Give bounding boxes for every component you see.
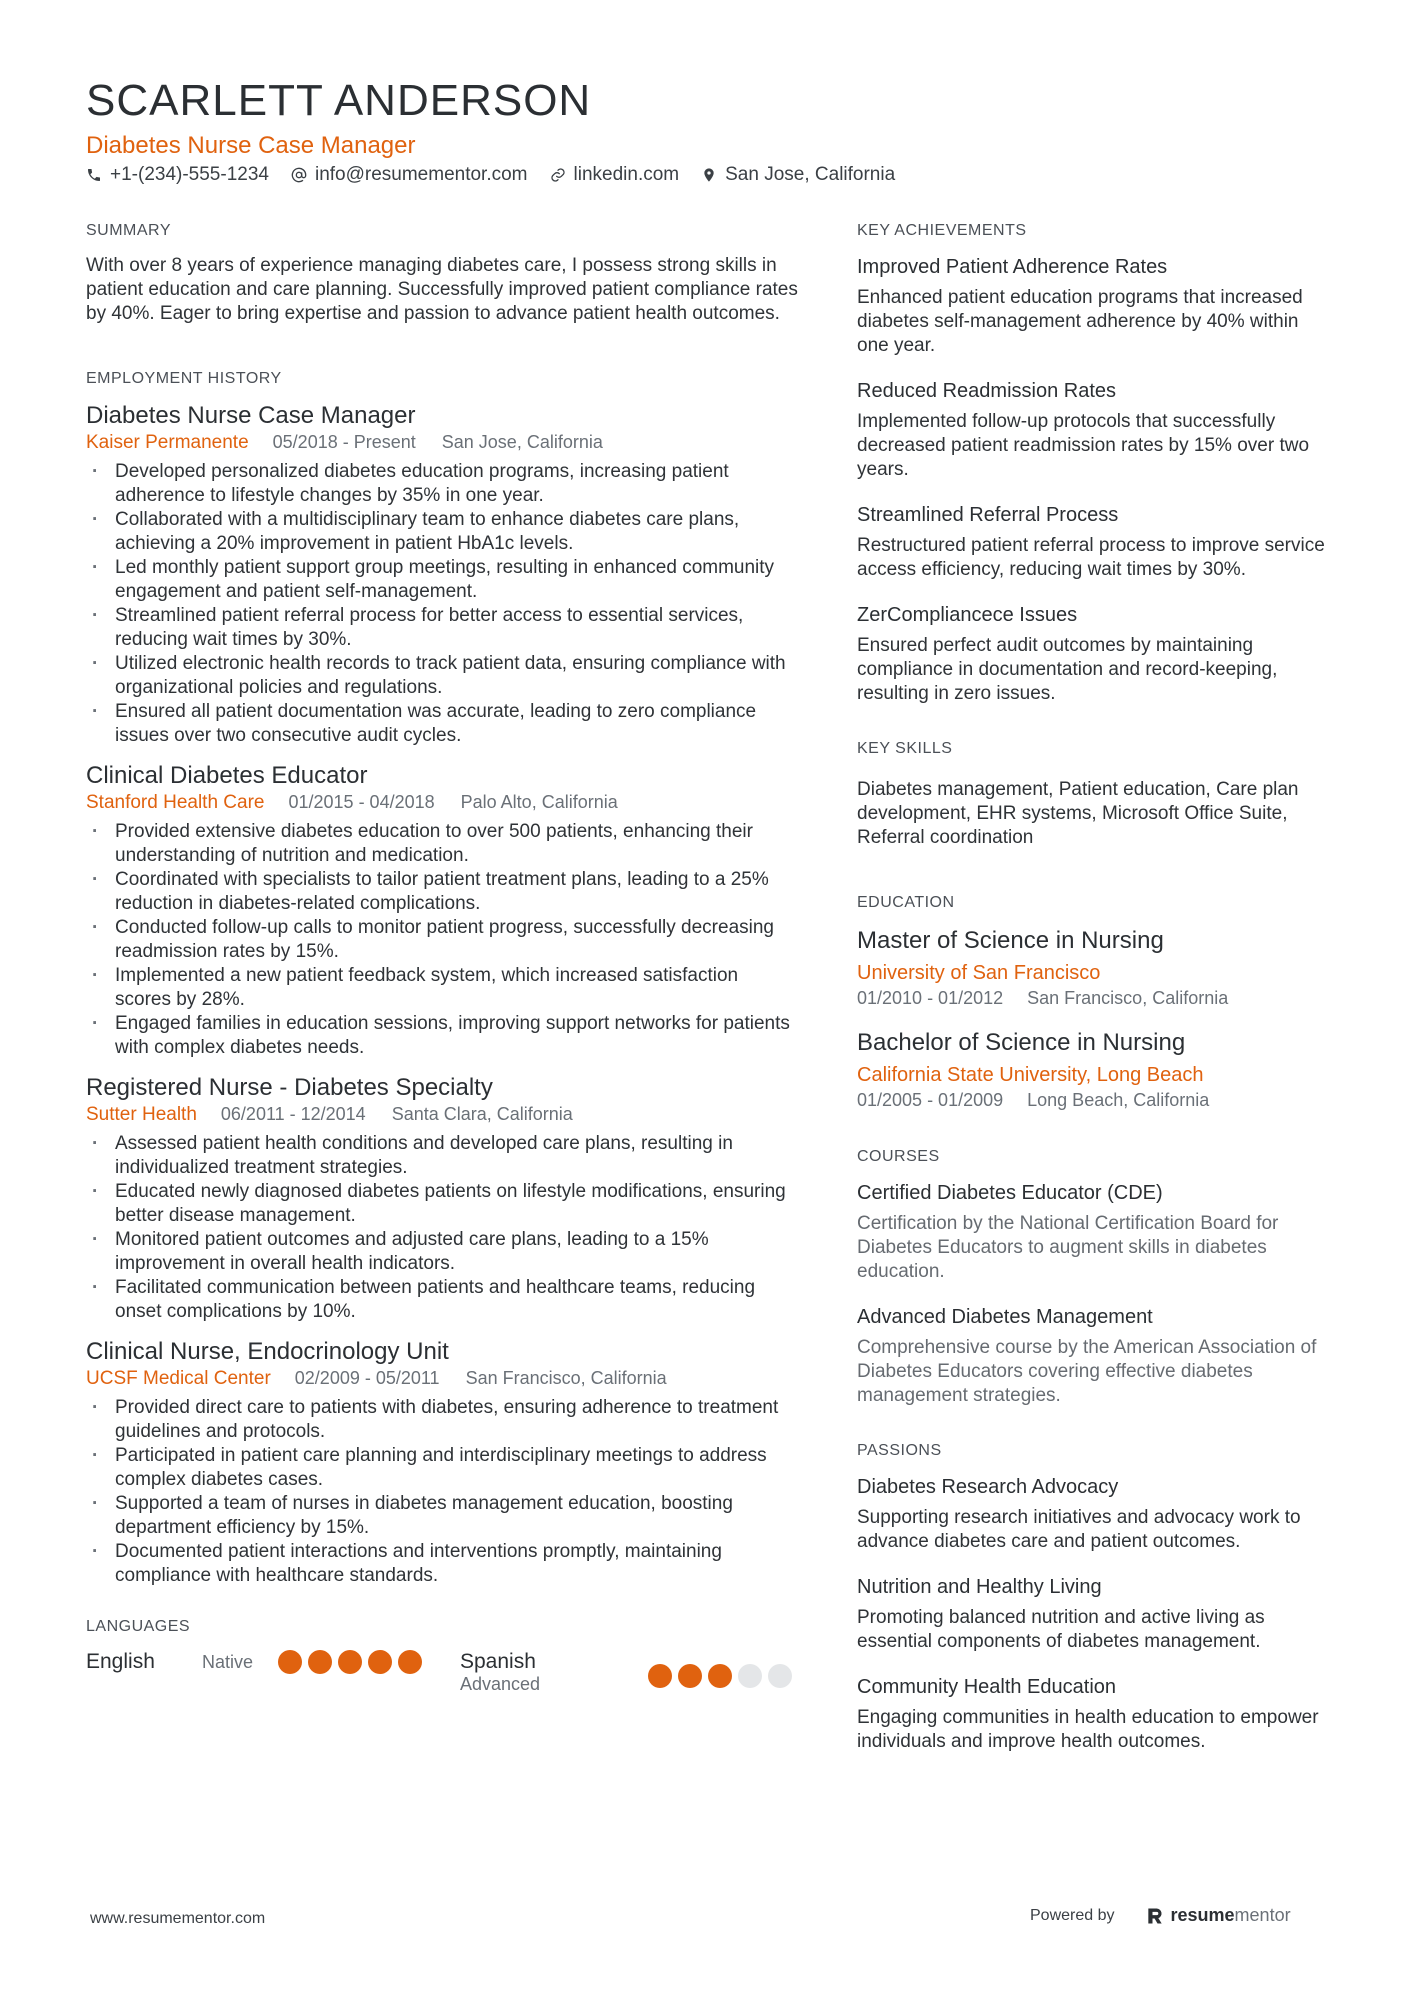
contact-bar bbox=[86, 164, 917, 186]
job-entry bbox=[86, 762, 798, 1060]
language-name: English bbox=[86, 1650, 155, 1673]
job-bullet: · Assessed patient health conditions and developed care plans, resulting in individualized treatment strategies. bbox=[86, 1132, 798, 1180]
brand-light-text: mentor bbox=[1234, 1905, 1291, 1925]
contact-location bbox=[701, 164, 895, 186]
education-list bbox=[857, 926, 1327, 1112]
education-school: University of San Francisco bbox=[857, 962, 1101, 984]
item-title: Streamlined Referral Process bbox=[857, 504, 1119, 526]
item-description: Implemented follow-up protocols that successfully decreased patient readmission rates by 15% over two years. bbox=[857, 411, 1310, 480]
rating-dot-empty bbox=[768, 1664, 792, 1688]
skills-section bbox=[857, 740, 1327, 850]
email-text[interactable]: info@resumementor.com bbox=[314, 164, 528, 185]
left-column bbox=[86, 222, 798, 1695]
job-bullet: · Conducted follow-up calls to monitor patient progress, successfully decreasing readmission rates by 15%. bbox=[86, 916, 798, 964]
item-title: Reduced Readmission Rates bbox=[857, 380, 1117, 402]
brand-strong-text: resume bbox=[1170, 1905, 1235, 1925]
job-title: Diabetes Nurse Case Manager bbox=[86, 402, 416, 429]
contact-email[interactable] bbox=[291, 164, 528, 186]
candidate-name: SCARLETT ANDERSON bbox=[86, 76, 592, 125]
job-meta bbox=[86, 432, 798, 454]
item-title: Advanced Diabetes Management bbox=[857, 1306, 1153, 1328]
item-description: Engaging communities in health education to empower individuals and improve health outcomes. bbox=[857, 1707, 1319, 1752]
contact-phone bbox=[86, 164, 269, 186]
job-title: Clinical Diabetes Educator bbox=[86, 762, 368, 789]
education-meta bbox=[857, 1088, 1327, 1112]
summary-text: With over 8 years of experience managing diabetes care, I possess strong skills in patient education and care planning. Successfully improved patient compliance rates by 40%. Eager to bring expertise and passion to advance patient health outcomes. bbox=[86, 255, 798, 324]
job-bullet: · Documented patient interactions and interventions promptly, maintaining compliance with healthcare standards. bbox=[86, 1540, 798, 1588]
job-dates: 05/2018 - Present bbox=[272, 432, 416, 452]
item-description: Promoting balanced nutrition and active living as essential components of diabetes management. bbox=[857, 1607, 1265, 1652]
item-title: Diabetes Research Advocacy bbox=[857, 1476, 1119, 1498]
employment-section bbox=[86, 370, 798, 1588]
job-bullet: · Coordinated with specialists to tailor patient treatment plans, leading to a 25% reduction in diabetes-related complications. bbox=[86, 868, 798, 916]
education-dates: 01/2005 - 01/2009 bbox=[857, 1090, 1004, 1110]
job-bullet: · Participated in patient care planning and interdisciplinary meetings to address complex diabetes cases. bbox=[86, 1444, 798, 1492]
job-entry bbox=[86, 1074, 798, 1324]
rating-dot-filled bbox=[338, 1650, 362, 1674]
education-degree: Master of Science in Nursing bbox=[857, 927, 1164, 954]
phone-text: +1-(234)-555-1234 bbox=[110, 164, 269, 185]
item-description: Supporting research initiatives and advocacy work to advance diabetes care and patient outcomes. bbox=[857, 1507, 1301, 1552]
job-organization: Kaiser Permanente bbox=[86, 432, 249, 453]
footer-website[interactable]: www.resumementor.com bbox=[90, 1910, 266, 1927]
passions-section bbox=[857, 1442, 1327, 1754]
resumementor-logo-icon bbox=[1145, 1906, 1165, 1926]
education-entry bbox=[857, 926, 1327, 1010]
item-description: Enhanced patient education programs that increased diabetes self-management adherence by 40% within one year. bbox=[857, 287, 1303, 356]
courses-heading: COURSES bbox=[857, 1148, 940, 1165]
phone-icon bbox=[86, 167, 102, 183]
course-item bbox=[857, 1180, 1327, 1284]
job-bullet: · Provided extensive diabetes education to over 500 patients, enhancing their understanding of nutrition and medication. bbox=[86, 820, 798, 868]
job-bullet: · Collaborated with a multidisciplinary team to enhance diabetes care plans, achieving a 20% improvement in patient HbA1c levels. bbox=[86, 508, 798, 556]
job-location: Santa Clara, California bbox=[391, 1104, 573, 1124]
job-bullet: · Monitored patient outcomes and adjusted care plans, leading to a 15% improvement in overall health indicators. bbox=[86, 1228, 798, 1276]
passion-item bbox=[857, 1674, 1327, 1754]
job-organization: Stanford Health Care bbox=[86, 792, 265, 813]
item-description: Comprehensive course by the American Association of Diabetes Educators covering effective diabetes management strategies. bbox=[857, 1337, 1317, 1406]
location-pin-icon bbox=[701, 167, 717, 183]
skills-text: Diabetes management, Patient education, Care plan development, EHR systems, Microsoft Office Suite, Referral coordination bbox=[857, 779, 1299, 848]
job-bullet: · Provided direct care to patients with diabetes, ensuring adherence to treatment guidelines and protocols. bbox=[86, 1396, 798, 1444]
contact-linkedin[interactable] bbox=[550, 164, 680, 186]
language-level: Native bbox=[202, 1651, 254, 1672]
job-entry bbox=[86, 1338, 798, 1588]
candidate-title: Diabetes Nurse Case Manager bbox=[86, 132, 416, 159]
job-bullet: · Streamlined patient referral process for better access to essential services, reducing wait times by 30%. bbox=[86, 604, 798, 652]
education-entry bbox=[857, 1028, 1327, 1112]
rating-dot-filled bbox=[648, 1664, 672, 1688]
job-bullet: · Utilized electronic health records to track patient data, ensuring compliance with organizational policies and regulations. bbox=[86, 652, 798, 700]
at-icon bbox=[291, 167, 307, 183]
education-dates: 01/2010 - 01/2012 bbox=[857, 988, 1004, 1008]
job-bullet: · Ensured all patient documentation was accurate, leading to zero compliance issues over two consecutive audit cycles. bbox=[86, 700, 798, 748]
job-location: Palo Alto, California bbox=[460, 792, 618, 812]
job-bullet: · Engaged families in education sessions, improving support networks for patients with complex diabetes needs. bbox=[86, 1012, 798, 1060]
item-title: Nutrition and Healthy Living bbox=[857, 1576, 1102, 1598]
job-dates: 06/2011 - 12/2014 bbox=[220, 1104, 366, 1124]
achievement-item bbox=[857, 502, 1327, 582]
job-meta bbox=[86, 1368, 798, 1390]
job-bullet-list bbox=[86, 1132, 798, 1324]
achievement-list bbox=[857, 254, 1327, 706]
rating-dot-filled bbox=[278, 1650, 302, 1674]
achievement-item bbox=[857, 254, 1327, 358]
rating-dot-filled bbox=[678, 1664, 702, 1688]
job-bullet: · Supported a team of nurses in diabetes management education, boosting department efficiency by 15%. bbox=[86, 1492, 798, 1540]
passion-item bbox=[857, 1474, 1327, 1554]
job-organization: UCSF Medical Center bbox=[86, 1368, 271, 1389]
language-english bbox=[86, 1650, 460, 1674]
languages-heading: LANGUAGES bbox=[86, 1618, 191, 1635]
language-level: Advanced bbox=[460, 1674, 541, 1694]
language-label-group bbox=[460, 1650, 648, 1695]
education-school: California State University, Long Beach bbox=[857, 1064, 1204, 1086]
course-item bbox=[857, 1304, 1327, 1408]
item-description: Ensured perfect audit outcomes by maintaining compliance in documentation and record-keeping, resulting in zero issues. bbox=[857, 635, 1278, 704]
education-heading: EDUCATION bbox=[857, 894, 955, 911]
language-name: Spanish bbox=[460, 1650, 536, 1673]
job-bullet: · Led monthly patient support group meetings, resulting in enhanced community engagement and patient self-management. bbox=[86, 556, 798, 604]
job-location: San Jose, California bbox=[441, 432, 603, 452]
summary-section bbox=[86, 222, 798, 326]
job-bullet-list bbox=[86, 1396, 798, 1588]
job-bullet: · Implemented a new patient feedback system, which increased satisfaction scores by 28%. bbox=[86, 964, 798, 1012]
job-bullet-list bbox=[86, 460, 798, 748]
courses-section bbox=[857, 1148, 1327, 1408]
job-dates: 02/2009 - 05/2011 bbox=[294, 1368, 440, 1388]
achievements-heading: KEY ACHIEVEMENTS bbox=[857, 222, 1027, 239]
job-location: San Francisco, California bbox=[465, 1368, 667, 1388]
job-dates: 01/2015 - 04/2018 bbox=[288, 792, 435, 812]
language-spanish bbox=[460, 1650, 798, 1695]
achievements-section bbox=[857, 222, 1327, 706]
job-bullet: · Facilitated communication between patients and healthcare teams, reducing onset complications by 10%. bbox=[86, 1276, 798, 1324]
link-icon bbox=[550, 167, 566, 183]
item-description: Restructured patient referral process to improve service access efficiency, reducing wait times by 30%. bbox=[857, 535, 1325, 580]
rating-dot-filled bbox=[368, 1650, 392, 1674]
right-column bbox=[857, 222, 1327, 1774]
job-organization: Sutter Health bbox=[86, 1104, 197, 1125]
job-bullet: · Educated newly diagnosed diabetes patients on lifestyle modifications, ensuring better disease management. bbox=[86, 1180, 798, 1228]
summary-heading: SUMMARY bbox=[86, 222, 171, 239]
job-bullet: · Developed personalized diabetes education programs, increasing patient adherence to lifestyle changes by 35% in one year. bbox=[86, 460, 798, 508]
achievement-item bbox=[857, 378, 1327, 482]
language-rating bbox=[648, 1664, 798, 1695]
rating-dot-filled bbox=[708, 1664, 732, 1688]
passions-heading: PASSIONS bbox=[857, 1442, 942, 1459]
passion-item bbox=[857, 1574, 1327, 1654]
job-title: Registered Nurse - Diabetes Specialty bbox=[86, 1074, 493, 1101]
item-title: Improved Patient Adherence Rates bbox=[857, 256, 1168, 278]
languages-section bbox=[86, 1618, 798, 1695]
education-meta bbox=[857, 986, 1327, 1010]
course-list bbox=[857, 1180, 1327, 1408]
job-meta bbox=[86, 792, 798, 814]
job-list bbox=[86, 402, 798, 1588]
brand-logo[interactable] bbox=[1145, 1905, 1291, 1926]
language-rating bbox=[278, 1650, 428, 1674]
job-title: Clinical Nurse, Endocrinology Unit bbox=[86, 1338, 449, 1365]
footer-branding bbox=[1030, 1905, 1291, 1926]
linkedin-text[interactable]: linkedin.com bbox=[573, 164, 680, 185]
skills-heading: KEY SKILLS bbox=[857, 740, 953, 757]
job-entry bbox=[86, 402, 798, 748]
item-title: ZerCompliancece Issues bbox=[857, 604, 1078, 626]
education-location: San Francisco, California bbox=[1027, 988, 1229, 1008]
education-section bbox=[857, 894, 1327, 1112]
powered-by-text: Powered by bbox=[1030, 1906, 1115, 1924]
education-location: Long Beach, California bbox=[1027, 1090, 1210, 1110]
item-title: Community Health Education bbox=[857, 1676, 1117, 1698]
job-meta bbox=[86, 1104, 798, 1126]
employment-heading: EMPLOYMENT HISTORY bbox=[86, 370, 282, 387]
item-title: Certified Diabetes Educator (CDE) bbox=[857, 1182, 1163, 1204]
location-text: San Jose, California bbox=[725, 164, 896, 185]
rating-dot-filled bbox=[308, 1650, 332, 1674]
language-list bbox=[86, 1650, 798, 1695]
item-description: Certification by the National Certification Board for Diabetes Educators to augment skills in diabetes education. bbox=[857, 1213, 1279, 1282]
passion-list bbox=[857, 1474, 1327, 1754]
rating-dot-empty bbox=[738, 1664, 762, 1688]
rating-dot-filled bbox=[398, 1650, 422, 1674]
achievement-item bbox=[857, 602, 1327, 706]
job-bullet-list bbox=[86, 820, 798, 1060]
education-degree: Bachelor of Science in Nursing bbox=[857, 1029, 1186, 1056]
